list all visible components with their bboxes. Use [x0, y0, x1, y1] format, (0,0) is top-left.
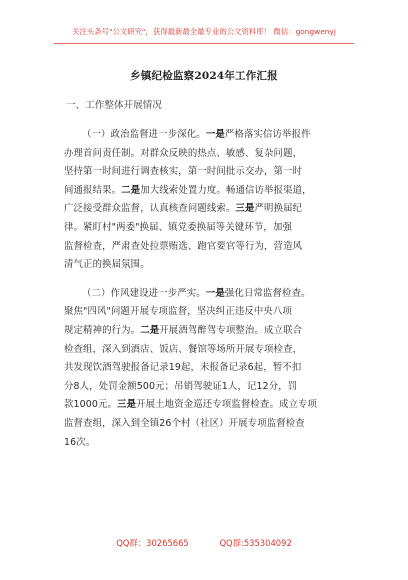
footer [0, 537, 408, 549]
body-line-text: 共发现饮酒驾驶报备记录19起，未报备记录6起，暂不扣 [64, 362, 302, 374]
body-line-rest: 严格落实信访举报件 [224, 129, 311, 140]
body-line [64, 219, 292, 233]
body-line-text: 聚焦"四风"问题开展专项监督，坚决纠正违反中央八项 [64, 306, 293, 318]
body-line [64, 200, 302, 214]
body-line-text: 坚持第一时间进行调查核实，第一时间批示交办，第一时 [64, 166, 303, 178]
body-line-text: （二）作风建设进一步严实。 [82, 287, 206, 299]
body-line [64, 256, 150, 270]
body-line-text: 广泛接受群众监督，认真核查问题线索。 [64, 203, 236, 215]
section-heading: 一、工作整体开展情况 [66, 100, 162, 111]
body-line [64, 415, 305, 429]
body-line [64, 145, 302, 159]
body-line [64, 359, 301, 373]
body-line [64, 163, 302, 177]
body-line-text: 监督检查，严肃查处拉票贿选、跑官要官等行为，营造风 [64, 240, 303, 252]
body-line-text: （一）政治监督进一步深化。 [82, 129, 206, 140]
body-line-text: 规定精神的行为。 [64, 325, 141, 336]
body-line [64, 396, 317, 410]
body-line-emphasis: 三是 [235, 203, 255, 215]
body-line-text: 检查组，深入到酒店、饭店、餐馆等场所开展专项检查， [64, 343, 303, 355]
body-line-rest: 开展酒驾醉驾专项整治。成立联合 [159, 325, 303, 336]
header-divider [54, 43, 354, 44]
body-line-text: 分8人，处罚金额500元；吊销驾驶证1人，记12分，罚 [64, 380, 298, 392]
body-line [64, 238, 302, 252]
body-line-emphasis: 二是 [121, 184, 141, 196]
body-line-rest: 加大线索处置力度。畅通信访举报渠道， [140, 184, 312, 196]
footer-qq-group-1: QQ群：30265665 [116, 538, 189, 548]
body-line-text: 监督查组，深入到全镇26个村（社区）开展专项监督检查 [64, 418, 305, 429]
body-line [64, 322, 302, 336]
body-line [82, 285, 311, 299]
body-line [82, 126, 311, 140]
body-line-text: 间通报结果。 [64, 184, 122, 196]
body-line-emphasis: 一是 [205, 129, 225, 140]
page-title: 乡镇纪检监察2024年工作汇报 [130, 70, 278, 82]
body-line-emphasis: 一是 [205, 287, 225, 299]
body-line-rest: 强化日常监督检查。 [224, 287, 311, 299]
body-line-text: 清气正的换届氛围。 [64, 259, 150, 271]
body-line-emphasis: 三是 [117, 399, 137, 411]
body-line [64, 434, 95, 448]
body-line-text: 办理首问责任制。对群众反映的热点、敏感、复杂问题， [64, 147, 303, 159]
body-line [64, 303, 292, 317]
body-line-emphasis: 二是 [140, 325, 160, 336]
body-line-text: 款1000元。 [64, 399, 118, 411]
body-line-rest: 严明换届纪 [254, 203, 303, 215]
body-line [64, 341, 302, 355]
body-line [64, 378, 297, 392]
footer-qq-group-2: QQ群:535304092 [219, 538, 292, 548]
body-line-text: 16次。 [64, 436, 96, 448]
header-banner: 关注头条号"公文研究"，获得最新最全最专业的公文资料库！ 微信：gongwenyj [72, 27, 336, 36]
body-line-text: 律。紧盯村"两委"换届、镇党委换届等关键环节，加强 [64, 222, 293, 233]
body-line [64, 182, 312, 196]
body-line-rest: 开展土地资金巡还专项监督检查。成立专项 [136, 399, 318, 411]
